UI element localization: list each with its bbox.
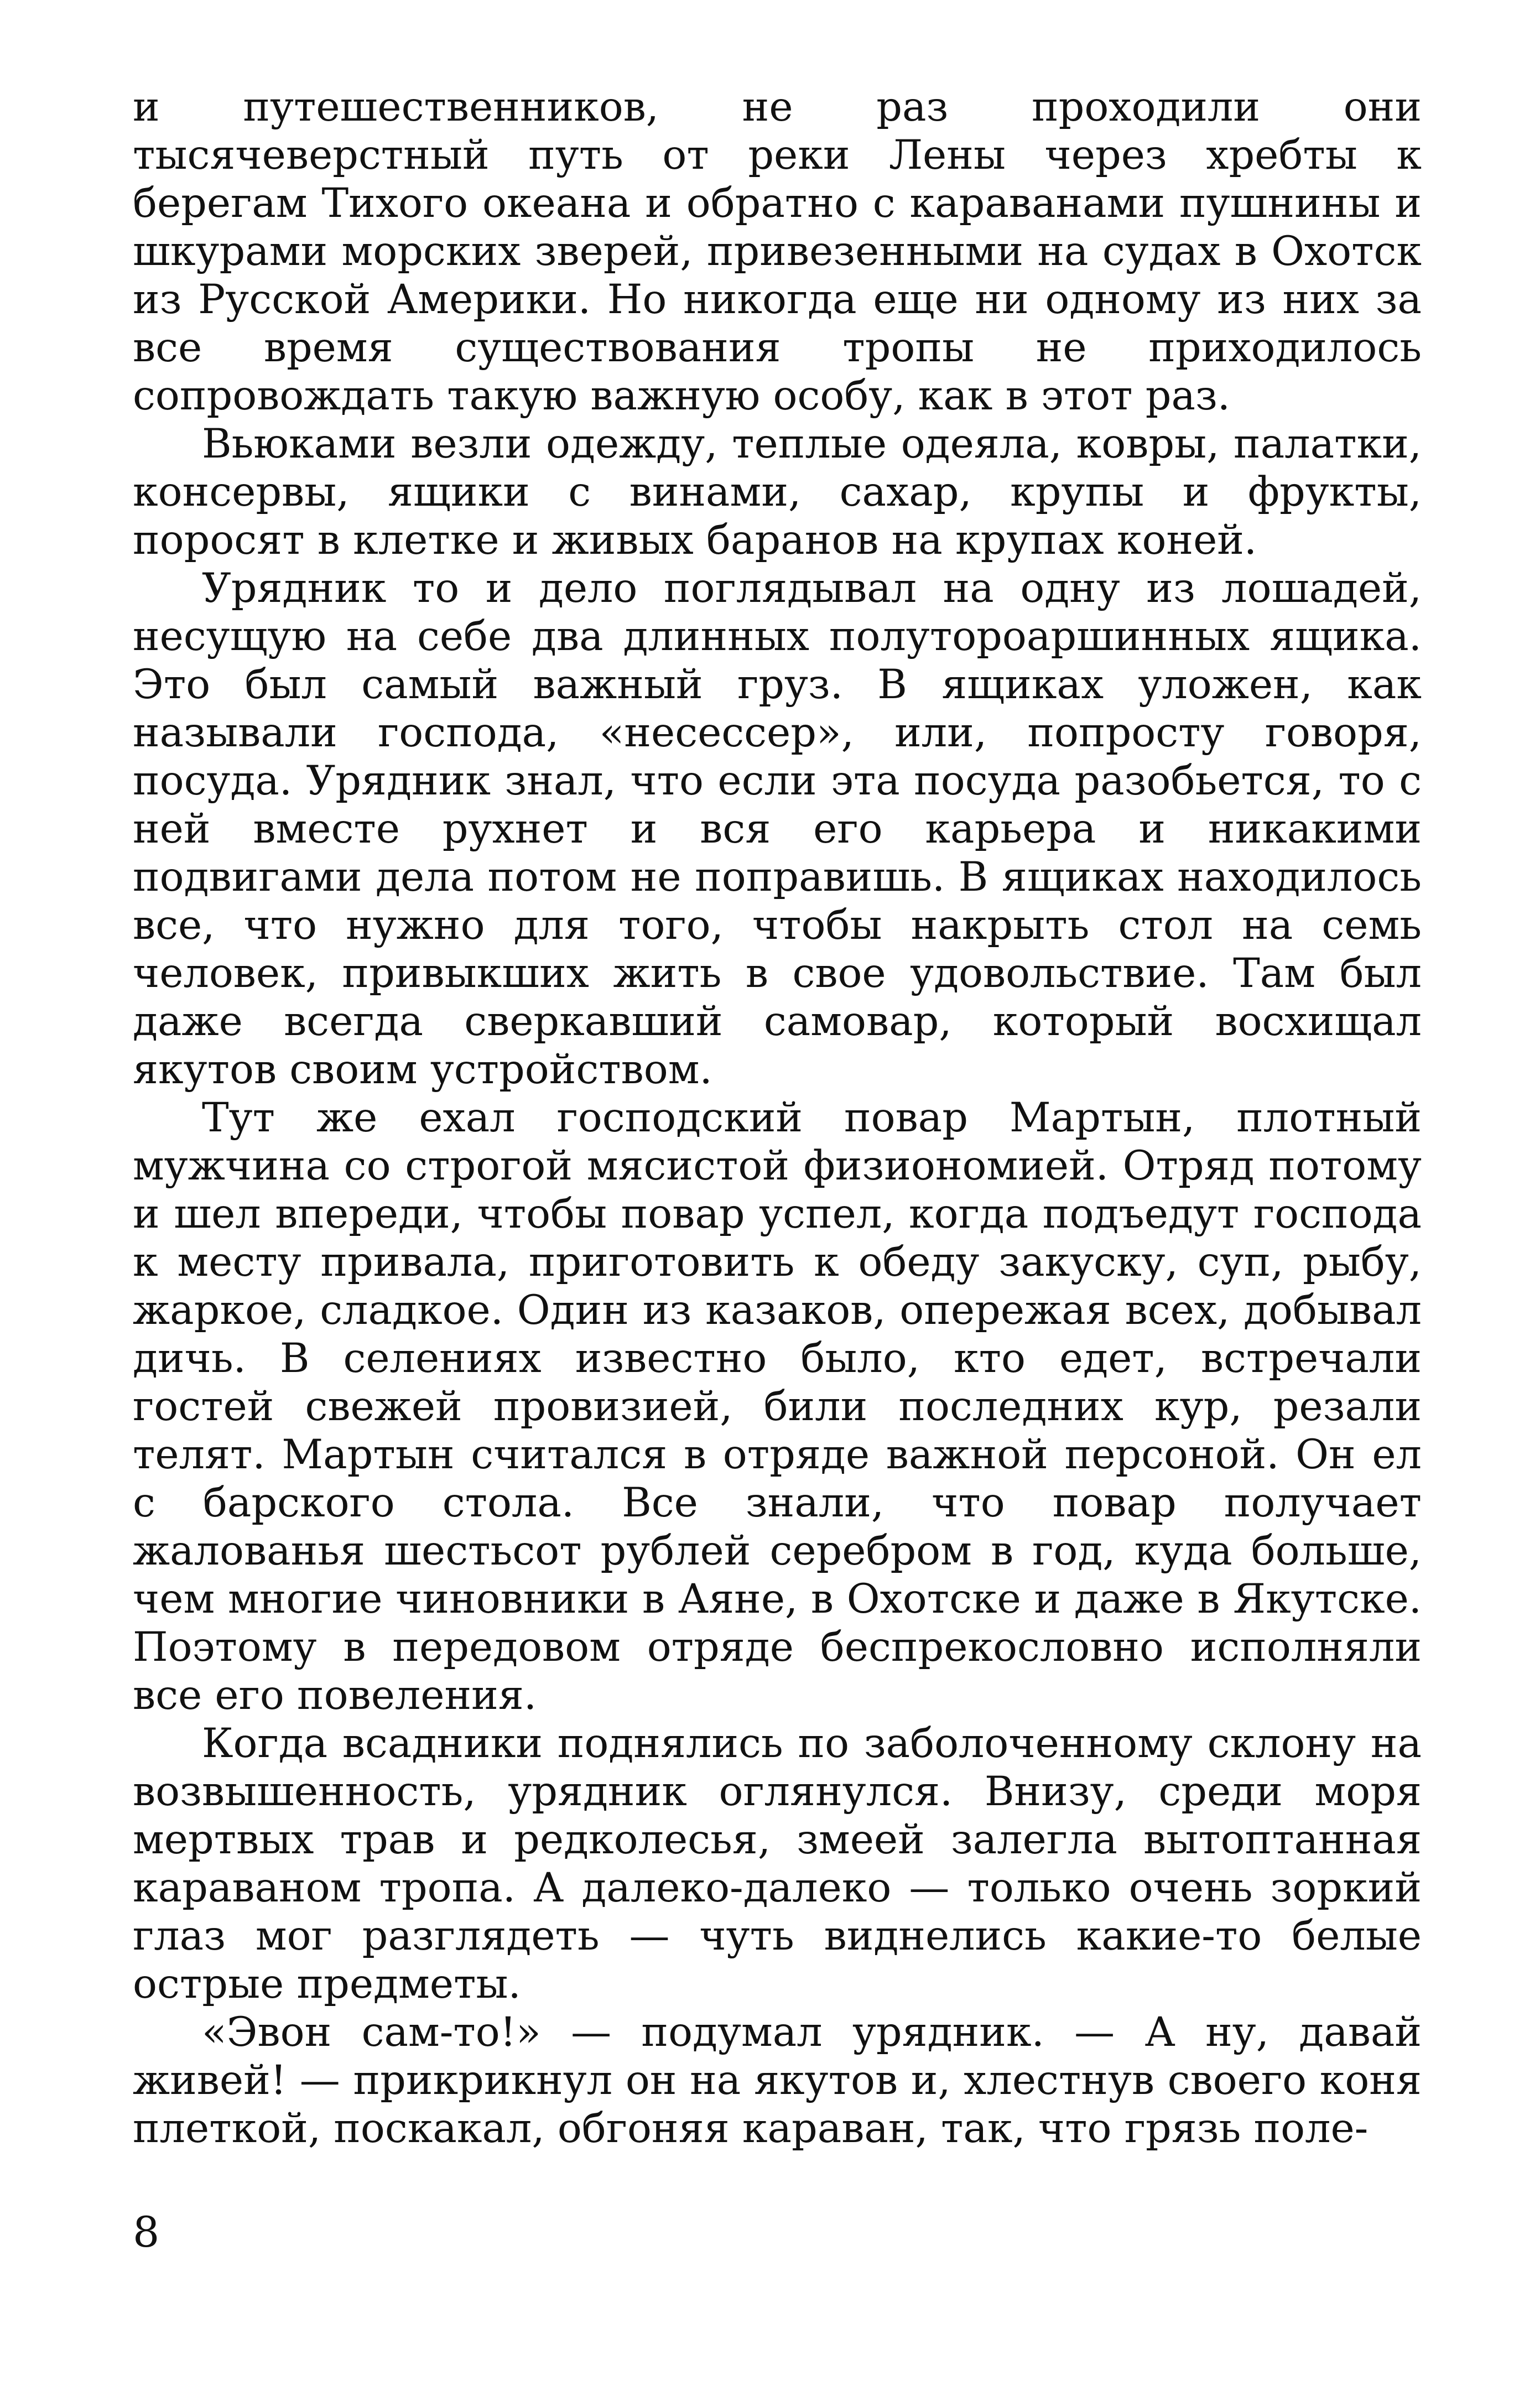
page-number: 8 (133, 2207, 160, 2257)
paragraph-5: Когда всадники поднялись по заболоченному склону на возвышенность, урядник оглянулся. Внизу, среди моря мертвых трав и редколесья, змеей залегла вытоптанная караваном тропа. А далеко-далеко — только очень зоркий глаз мог разглядеть — чуть виднелись какие-то белые острые предметы. (133, 1720, 1422, 2008)
paragraph-3: Урядник то и дело поглядывал на одну из лошадей, несущую на себе два длинных полутороаршинных ящика. Это был самый важный груз. В ящиках уложен, как называли господа, «несессер», или, попросту говоря, посуда. Урядник знал, что если эта посуда разобьется, то с ней вместе рухнет и вся его карьера и никакими подвигами дела потом не поправишь. В ящиках находилось все, что нужно для того, чтобы накрыть стол на семь человек, привыкших жить в свое удовольствие. Там был даже всегда сверкавший самовар, который восхищал якутов своим устройством. (133, 565, 1422, 1093)
body-text (133, 83, 1422, 2153)
paragraph-2: Вьюками везли одежду, теплые одеяла, ковры, палатки, консервы, ящики с винами, сахар, крупы и фрукты, поросят в клетке и живых баранов на крупах коней. (133, 420, 1422, 564)
paragraph-1: и путешественников, не раз проходили они тысячеверстный путь от реки Лены через хребты к берегам Тихого океана и обратно с караванами пушнины и шкурами морских зверей, привезенными на судах в Охотск из Русской Америки. Но никогда еще ни одному из них за все время существования тропы не приходилось сопровождать такую важную особу, как в этот раз. (133, 84, 1422, 419)
paragraph-4: Тут же ехал господский повар Мартын, плотный мужчина со строгой мясистой физиономией. Отряд потому и шел впереди, чтобы повар успел, когда подъедут господа к месту привала, приготовить к обеду закуску, суп, рыбу, жаркое, сладкое. Один из казаков, опережая всех, добывал дичь. В селениях известно было, кто едет, встречали гостей свежей провизией, били последних кур, резали телят. Мартын считался в отряде важной персоной. Он ел с барского стола. Все знали, что повар получает жалованья шестьсот рублей серебром в год, куда больше, чем многие чиновники в Аяне, в Охотске и даже в Якутске. Поэтому в передовом отряде беспрекословно исполняли все его повеления. (133, 1094, 1422, 1719)
paragraph-6: «Эвон сам-то!» — подумал урядник. — А ну, давай живей! — прикрикнул он на якутов и, хлестнув своего коня плеткой, поскакал, обгоняя караван, так, что грязь поле- (133, 2009, 1422, 2152)
